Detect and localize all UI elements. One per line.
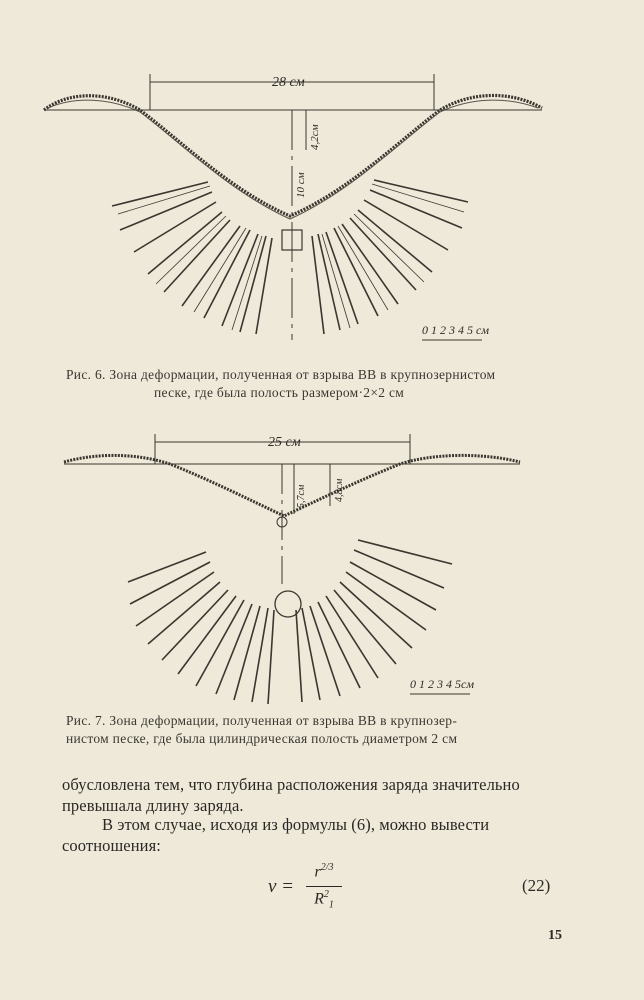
crater-profile: [44, 95, 542, 216]
formula-numerator: r: [314, 863, 321, 881]
left-cracks: [112, 182, 272, 334]
figure-6-depth-label-b: 10 см: [295, 172, 307, 198]
cavity-circle: [275, 591, 301, 617]
figure-6-depth-label-a: 4,2см: [309, 124, 321, 150]
figure-6-width-label: 28 см: [272, 75, 305, 90]
figure-6-caption: [66, 366, 576, 402]
formula-numerator-exp: 2/3: [320, 862, 334, 873]
formula-denominator-sup: 2: [323, 889, 329, 900]
figure-6-diagram: [0, 0, 644, 360]
figure-7-depth-label-b: 4,8см: [334, 478, 345, 502]
crater-profile-7: [64, 455, 520, 516]
body-paragraph-2: В этом случае, исходя из формулы (6), можно вывести соотношения:: [62, 815, 490, 855]
figure-7-width-label: 25 см: [268, 435, 301, 450]
page-number: 15: [548, 928, 562, 943]
figure-7-caption-line1: Зона деформации, полученная от взрыва ВВ в крупнозер-: [105, 713, 458, 728]
figure-6-caption-line1: Зона деформации, полученная от взрыва ВВ в крупнозернистом: [105, 367, 496, 382]
formula-denominator: R: [314, 890, 324, 908]
figure-7-caption-line2: нистом песке, где была цилиндрическая полость диаметром 2 см: [66, 731, 458, 746]
body-paragraph-1: обусловлена тем, что глубина расположения заряда значительно превышала длину заряда.: [62, 775, 520, 815]
figure-6-caption-line2: песке, где была полость размером·2×2 см: [154, 385, 405, 400]
left-cracks-7: [128, 552, 274, 704]
figure-7-caption-label: Рис. 7.: [66, 713, 106, 728]
figure-7-scale-label: 0 1 2 3 4 5см: [410, 677, 474, 691]
figure-6-scale-label: 0 1 2 3 4 5 см: [422, 323, 489, 337]
right-cracks: [312, 180, 468, 334]
formula-22: [0, 862, 644, 922]
formula-denominator-sub: 1: [328, 899, 334, 911]
formula-fraction: [306, 862, 342, 911]
formula-lhs: v =: [268, 876, 295, 897]
figure-7-diagram: [0, 404, 644, 714]
figure-7-depth-label-a: 5,7см: [296, 484, 307, 508]
figure-7-caption: [66, 712, 576, 748]
figure-6-caption-label: Рис. 6.: [66, 367, 106, 382]
formula-number: (22): [522, 876, 551, 895]
